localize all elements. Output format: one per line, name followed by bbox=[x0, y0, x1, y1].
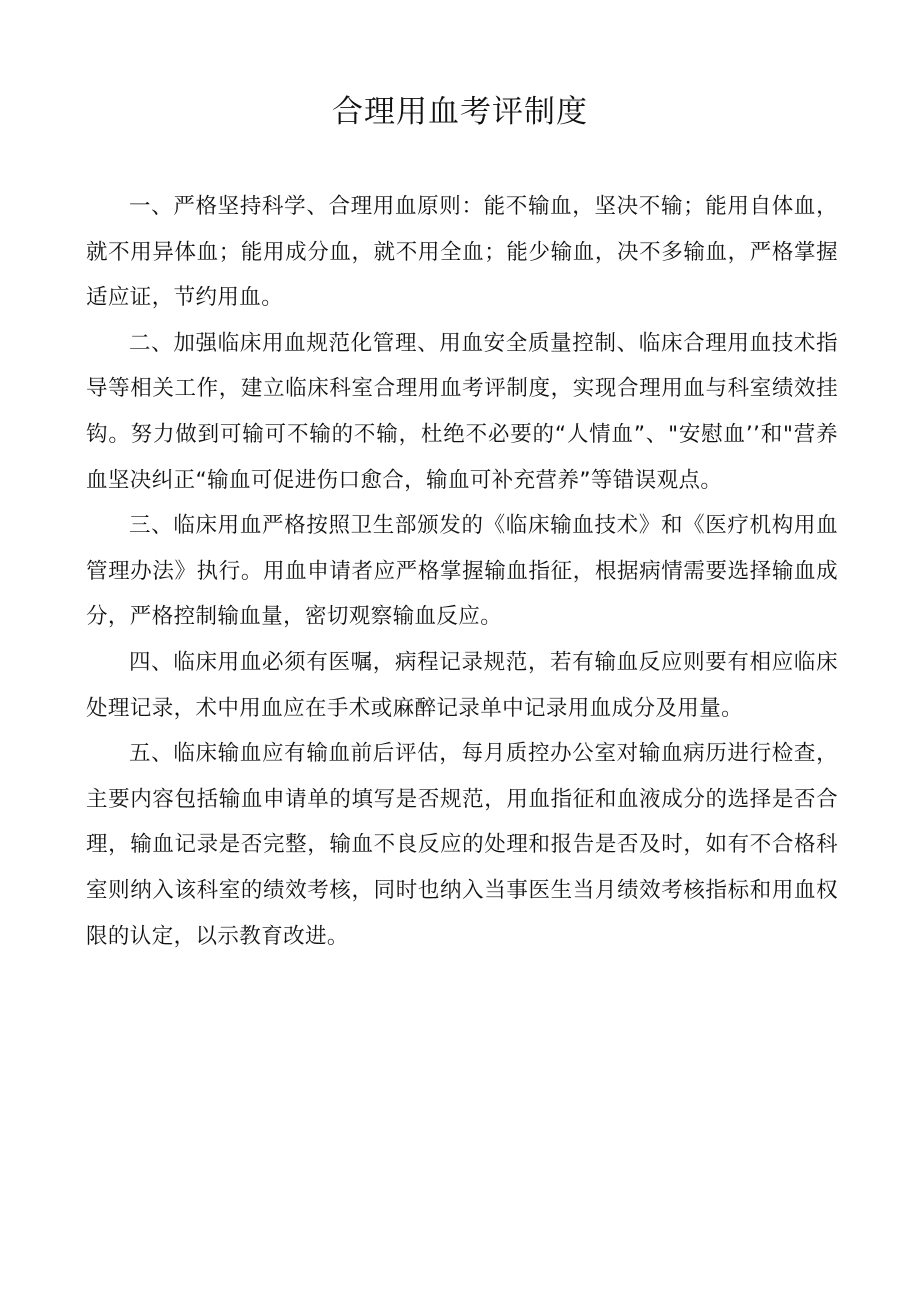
paragraph-2: 二、加强临床用血规范化管理、用血安全质量控制、临床合理用血技术指导等相关工作，建立临床科室合理用血考评制度，实现合理用血与科室绩效挂钩。努力做到可输可不输的不输，杜绝不必要的“人情血”、"安慰血’’和"营养血坚决纠正“输血可促进伤口愈合，输血可补充营养”等错误观点。 bbox=[86, 330, 838, 493]
paragraph-5: 五、临床输血应有输血前后评估，每月质控办公室对输血病历进行检查，主要内容包括输血申请单的填写是否规范，用血指征和血液成分的选择是否合理，输血记录是否完整，输血不良反应的处理和报告是否及时，如有不合格科室则纳入该科室的绩效考核，同时也纳入当事医生当月绩效考核指标和用血权限的认定，以示教育改进。 bbox=[86, 741, 838, 949]
paragraph-4: 四、临床用血必须有医嘱，病程记录规范，若有输血反应则要有相应临床处理记录，术中用血应在手术或麻醉记录单中记录用血成分及用量。 bbox=[86, 649, 838, 721]
paragraph-1: 一、严格坚持科学、合理用血原则：能不输血，坚决不输；能用自体血，就不用异体血；能用成分血，就不用全血；能少输血，决不多输血，严格掌握适应证，节约用血。 bbox=[86, 194, 838, 311]
document-body bbox=[86, 184, 838, 959]
paragraph-3: 三、临床用血严格按照卫生部颁发的《临床输血技术》和《医疗机构用血管理办法》执行。用血申请者应严格掌握输血指征，根据病情需要选择输血成分，严格控制输血量，密切观察输血反应。 bbox=[86, 513, 838, 630]
document-title: 合理用血考评制度 bbox=[332, 94, 588, 130]
